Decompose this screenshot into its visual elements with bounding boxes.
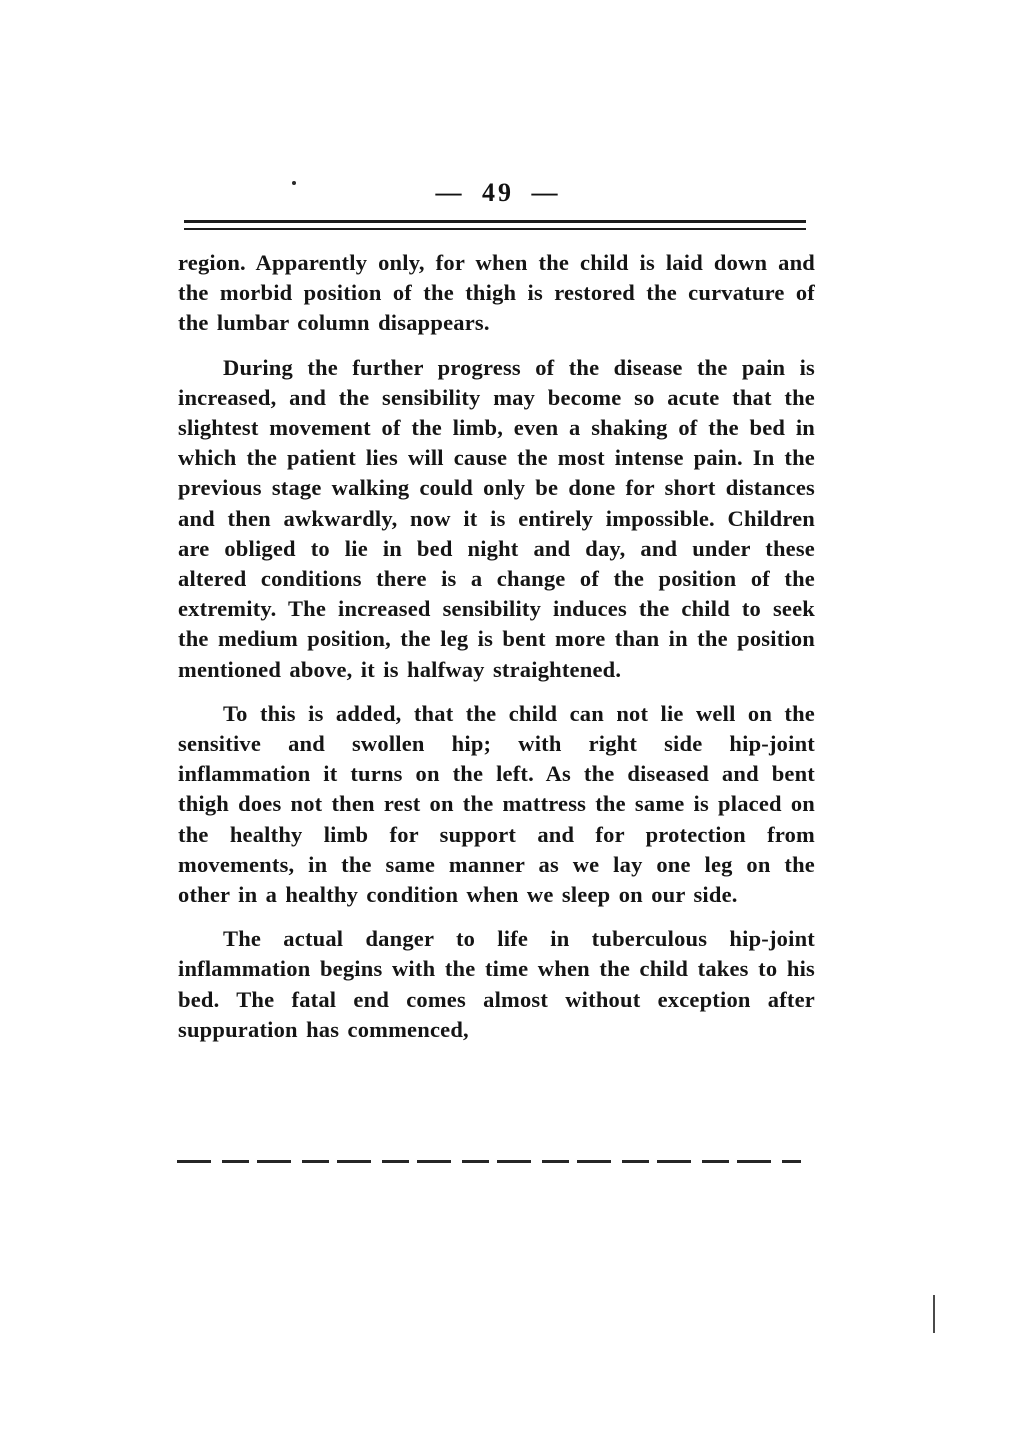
footer-rule [177, 1160, 801, 1163]
paragraph-2: During the further progress of the disease the pain is increased, and the sensibility may become so acute that the slightest movement of the limb, even a shaking of the bed in which the patient lies will cause the most intense pain. In the previous stage walking could only be done for short distances and then awkwardly, now it is entirely impossible. Children are obliged to lie in bed night and day, and under these altered conditions there is a change of the position of the extremity. The increased sensibility induces the child to seek the medium position, the leg is bent more than in the position mentioned above, it is halfway straightened. [178, 354, 815, 682]
paragraph-4: The actual danger to life in tuberculous hip-joint inflammation begins with the time when the child takes to his bed. The fatal end comes almost without exception after suppuration has commenced, [178, 926, 815, 1042]
text-block [178, 248, 815, 1059]
paragraph-3: To this is added, that the child can not lie well on the sensitive and swollen hip; with right side hip-joint inflammation it turns on the left. As the diseased and bent thigh does not then rest on the mattress the same is placed on the healthy limb for support and for protection from movements, in the same manner as we lay one leg on the other in a healthy condition when we sleep on our side. [178, 700, 815, 908]
margin-mark [933, 1295, 935, 1333]
page-number: — 49 — [435, 178, 561, 207]
paragraph-1: region. Apparently only, for when the child is laid down and the morbid position of the thigh is restored the curvature of the lumbar column disappears. [178, 250, 815, 336]
header-rule [184, 220, 806, 230]
